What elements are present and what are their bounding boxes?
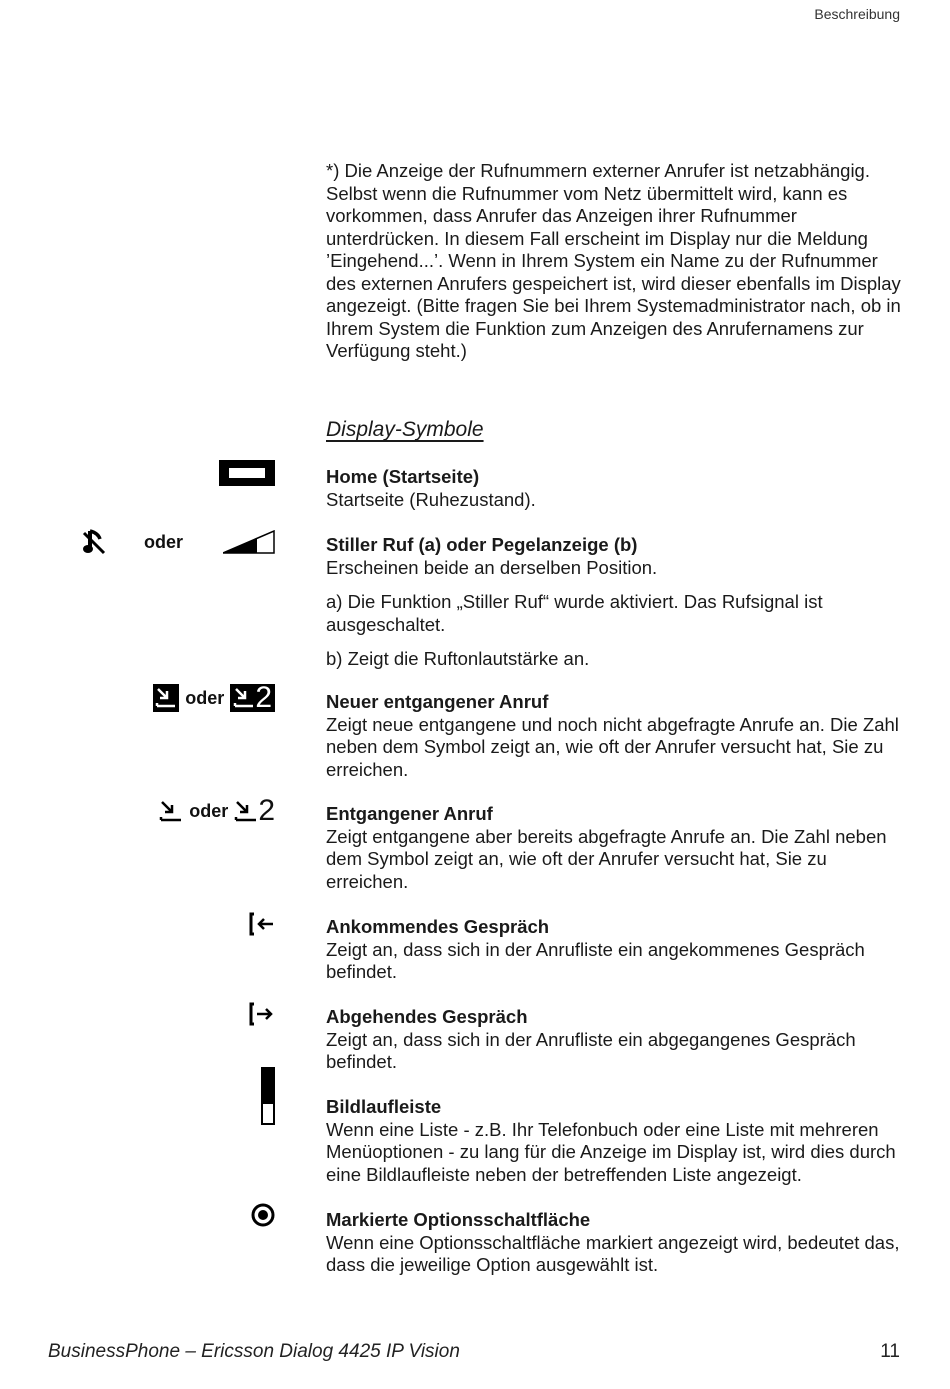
missed-call-icon — [159, 799, 183, 823]
silent-ring-symbol — [82, 527, 275, 557]
entry-silent-ring — [326, 534, 906, 671]
entry-para-a: a) Die Funktion „Stiller Ruf“ wurde aktiviert. Das Rufsignal ist ausgeschaltet. — [326, 591, 823, 635]
missed-call-count-icon — [234, 794, 275, 827]
entry-title: Ankommendes Gespräch — [326, 916, 550, 937]
entry-title: Bildlaufleiste — [326, 1096, 442, 1117]
radio-button-symbol — [251, 1203, 275, 1227]
scrollbar-symbol — [261, 1067, 275, 1125]
oder-label: oder — [189, 800, 229, 821]
entry-text: Zeigt an, dass sich in der Anrufliste ein angekommenes Gespräch befindet. — [326, 938, 865, 982]
silent-ring-icon — [82, 527, 106, 557]
new-missed-call-symbol — [153, 681, 275, 714]
entry-text: Wenn eine Liste - z.B. Ihr Telefonbuch oder eine Liste mit mehreren Menüoptionen - zu lang für die Anzeige im Display ist, wird dies durch eine Bildlaufleiste neben der betreffenden Liste angezeigt. — [326, 1118, 896, 1185]
entry-text: Wenn eine Optionsschaltfläche markiert angezeigt wird, bedeutet das, dass die jeweilige Option ausgewählt ist. — [326, 1231, 900, 1275]
entry-title: Home (Startseite) — [326, 466, 480, 487]
outgoing-call-icon — [249, 1002, 275, 1026]
entry-new-missed-call — [326, 691, 906, 781]
missed-count: 2 — [255, 681, 272, 714]
intro-paragraph: *) Die Anzeige der Rufnummern externer Anrufer ist netzabhängig. Selbst wenn die Rufnummer vom Netz übermittelt wird, kann es vorkommen, dass Anrufer das Anzeigen ihrer Rufnummer unterdrücken. In diesem Fall erscheint im Display nur die Meldung ’Eingehend...’. Wenn in Ihrem System ein Name zu der Rufnummer des externen Anrufers gespeichert ist, wird dieser ebenfalls im Display angezeigt. (Bitte fragen Sie bei Ihrem Systemadministrator nach, ob in Ihrem System die Funktion zum Anzeigen des Anrufernamens zur Verfügung steht.) — [326, 160, 901, 361]
entry-title: Abgehendes Gespräch — [326, 1006, 528, 1027]
entry-text: Erscheinen beide an derselben Position. — [326, 556, 658, 578]
entry-title: Entgangener Anruf — [326, 803, 493, 824]
entry-missed-call — [326, 803, 906, 893]
oder-label: oder — [143, 531, 183, 552]
entry-para-b: b) Zeigt die Ruftonlautstärke an. — [326, 648, 590, 669]
footer-title: BusinessPhone – Ericsson Dialog 4425 IP Vision — [48, 1341, 460, 1362]
scrollbar-icon — [261, 1067, 275, 1125]
incoming-call-symbol — [249, 912, 275, 936]
new-missed-call-count-icon — [230, 681, 275, 714]
page-number: 11 — [880, 1341, 900, 1362]
entry-home — [326, 466, 906, 511]
entry-text: Zeigt an, dass sich in der Anrufliste ein abgegangenes Gespräch befindet. — [326, 1028, 856, 1072]
entry-text: Zeigt entgangene aber bereits abgefragte Anrufe an. Die Zahl neben dem Symbol zeigt an, wie oft der Anrufer versucht hat, Sie zu erreichen. — [326, 825, 887, 892]
entry-outgoing-call — [326, 1006, 906, 1074]
home-icon — [219, 460, 275, 486]
entry-radio-button — [326, 1209, 906, 1277]
radio-button-selected-icon — [251, 1203, 275, 1227]
oder-label: oder — [185, 687, 225, 708]
entry-scrollbar — [326, 1096, 906, 1186]
entry-title: Markierte Optionsschaltfläche — [326, 1209, 591, 1230]
volume-level-icon — [223, 530, 275, 554]
section-title: Display-Symbole — [326, 418, 484, 441]
entry-title: Neuer entgangener Anruf — [326, 691, 549, 712]
incoming-call-icon — [249, 912, 275, 936]
home-symbol — [219, 460, 275, 486]
new-missed-call-icon — [153, 684, 179, 712]
missed-call-symbol — [159, 794, 275, 827]
outgoing-call-symbol — [249, 1002, 275, 1026]
entry-text: Startseite (Ruhezustand). — [326, 488, 536, 510]
entry-incoming-call — [326, 916, 906, 984]
missed-count: 2 — [258, 794, 275, 827]
running-header: Beschreibung — [814, 6, 900, 22]
entry-text: Zeigt neue entgangene und noch nicht abgefragte Anrufe an. Die Zahl neben dem Symbol zeigt an, wie oft der Anrufer versucht hat, Sie zu erreichen. — [326, 713, 899, 780]
entry-title: Stiller Ruf (a) oder Pegelanzeige (b) — [326, 534, 638, 555]
